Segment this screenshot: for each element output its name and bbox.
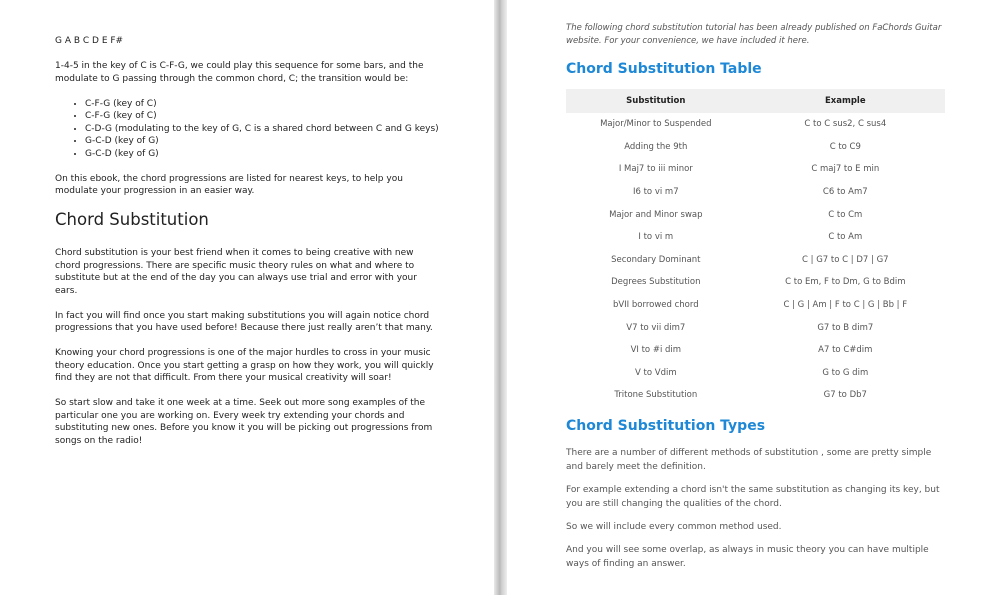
- progression-list: [55, 98, 439, 161]
- example-cell: C6 to Am7: [822, 187, 868, 198]
- table-row: [566, 113, 945, 136]
- list-item: • G-C-D (key of G): [85, 148, 439, 161]
- table-row: [566, 339, 945, 362]
- paragraph: Knowing your chord progressions is one of the major hurdles to cross in your music theory education. Once you start getting a grasp on how they work, you will quickly find they are not that difficult. From there your musical creativity will soar!: [55, 348, 434, 383]
- example-cell: C to C9: [829, 141, 861, 152]
- example-cell: G to G dim: [822, 367, 869, 378]
- table-row: [566, 136, 945, 159]
- left-page: [0, 0, 494, 595]
- substitution-cell: bVII borrowed chord: [612, 300, 699, 311]
- list-item: • C-F-G (key of C): [85, 110, 439, 123]
- paragraph: There are a number of different methods of substitution , some are pretty simple and barely meet the definition.: [566, 447, 932, 472]
- example-cell: C | G7 to C | D7 | G7: [802, 254, 889, 265]
- substitution-cell: Adding the 9th: [624, 141, 688, 152]
- example-cell: G7 to Db7: [823, 390, 867, 401]
- column-header-substitution: Substitution: [566, 89, 746, 113]
- column-header-example: Example: [746, 89, 945, 113]
- section-heading: Chord Substitution: [55, 210, 209, 229]
- paragraph: In fact you will find once you start making substitutions you will again notice chord progressions that you have used before! Because there just really aren’t that many.: [55, 310, 433, 333]
- substitution-table: [566, 89, 945, 407]
- example-cell: C to Em, F to Dm, G to Bdim: [785, 277, 906, 288]
- table-row: [566, 294, 945, 317]
- list-item: • C-F-G (key of C): [85, 98, 439, 111]
- intro-note: The following chord substitution tutorial has been already published on FaChords Guitar website. For your convenience, we have included it here.: [566, 23, 942, 46]
- substitution-cell: Major/Minor to Suspended: [600, 119, 712, 130]
- table-row: [566, 316, 945, 339]
- table-row: [566, 158, 945, 181]
- paragraph: So start slow and take it one week at a time. Seek out more song examples of the particular one you are working on. Every week try extending your chords and substituting new ones. Before you know it you will be picking out progressions from songs on the radio!: [55, 398, 433, 446]
- substitution-cell: Major and Minor swap: [609, 209, 703, 220]
- table-row: [566, 226, 945, 249]
- table-row: [566, 181, 945, 204]
- substitution-cell: Tritone Substitution: [614, 390, 698, 401]
- example-cell: G7 to B dim7: [817, 322, 874, 333]
- list-item: • G-C-D (key of G): [85, 135, 439, 148]
- paragraph: Chord substitution is your best friend when it comes to being creative with new chord progressions. There are specific music theory rules on what and where to substitute but at the end of the day you can always use trial and error with your ears.: [55, 248, 417, 296]
- table-header-row: [566, 89, 945, 113]
- substitution-cell: V to Vdim: [635, 367, 677, 378]
- table-heading: Chord Substitution Table: [566, 61, 762, 77]
- substitution-cell: Degrees Substitution: [611, 277, 701, 288]
- example-cell: C to Am: [828, 232, 863, 243]
- substitution-cell: I Maj7 to iii minor: [618, 164, 693, 175]
- substitution-cell: I to vi m: [638, 232, 674, 243]
- list-item: • C-D-G (modulating to the key of G, C is a shared chord between C and G keys): [85, 123, 439, 136]
- notes-line: G A B C D E F#: [55, 36, 124, 46]
- table-row: [566, 384, 945, 407]
- right-page: [507, 0, 1005, 595]
- table-row: [566, 271, 945, 294]
- paragraph: So we will include every common method used.: [566, 521, 782, 532]
- paragraph: For example extending a chord isn't the same substitution as changing its key, but you are still changing the qualities of the chord.: [566, 484, 940, 509]
- page-gutter: [494, 0, 507, 595]
- paragraph: And you will see some overlap, as always in music theory you can have multiple ways of finding an answer.: [566, 544, 929, 569]
- example-cell: C to C sus2, C sus4: [804, 119, 887, 130]
- example-cell: C maj7 to E min: [811, 164, 880, 175]
- example-cell: A7 to C#dim: [818, 345, 873, 356]
- substitution-cell: VI to #i dim: [630, 345, 682, 356]
- table-row: [566, 203, 945, 226]
- ebook-paragraph: On this ebook, the chord progressions are listed for nearest keys, to help you modulate your progression in an easier way.: [55, 173, 403, 196]
- example-cell: C | G | Am | F to C | G | Bb | F: [783, 300, 908, 311]
- substitution-cell: I6 to vi m7: [632, 187, 679, 198]
- table-row: [566, 362, 945, 385]
- substitution-cell: V7 to vii dim7: [626, 322, 686, 333]
- table-row: [566, 249, 945, 272]
- example-cell: C to Cm: [828, 209, 863, 220]
- types-heading: Chord Substitution Types: [566, 417, 766, 434]
- substitution-cell: Secondary Dominant: [611, 254, 701, 265]
- types-body: [566, 446, 945, 571]
- progression-paragraph: 1-4-5 in the key of C is C-F-G, we could play this sequence for some bars, and the modulate to G passing through the common chord, C; the transition would be:: [55, 61, 424, 84]
